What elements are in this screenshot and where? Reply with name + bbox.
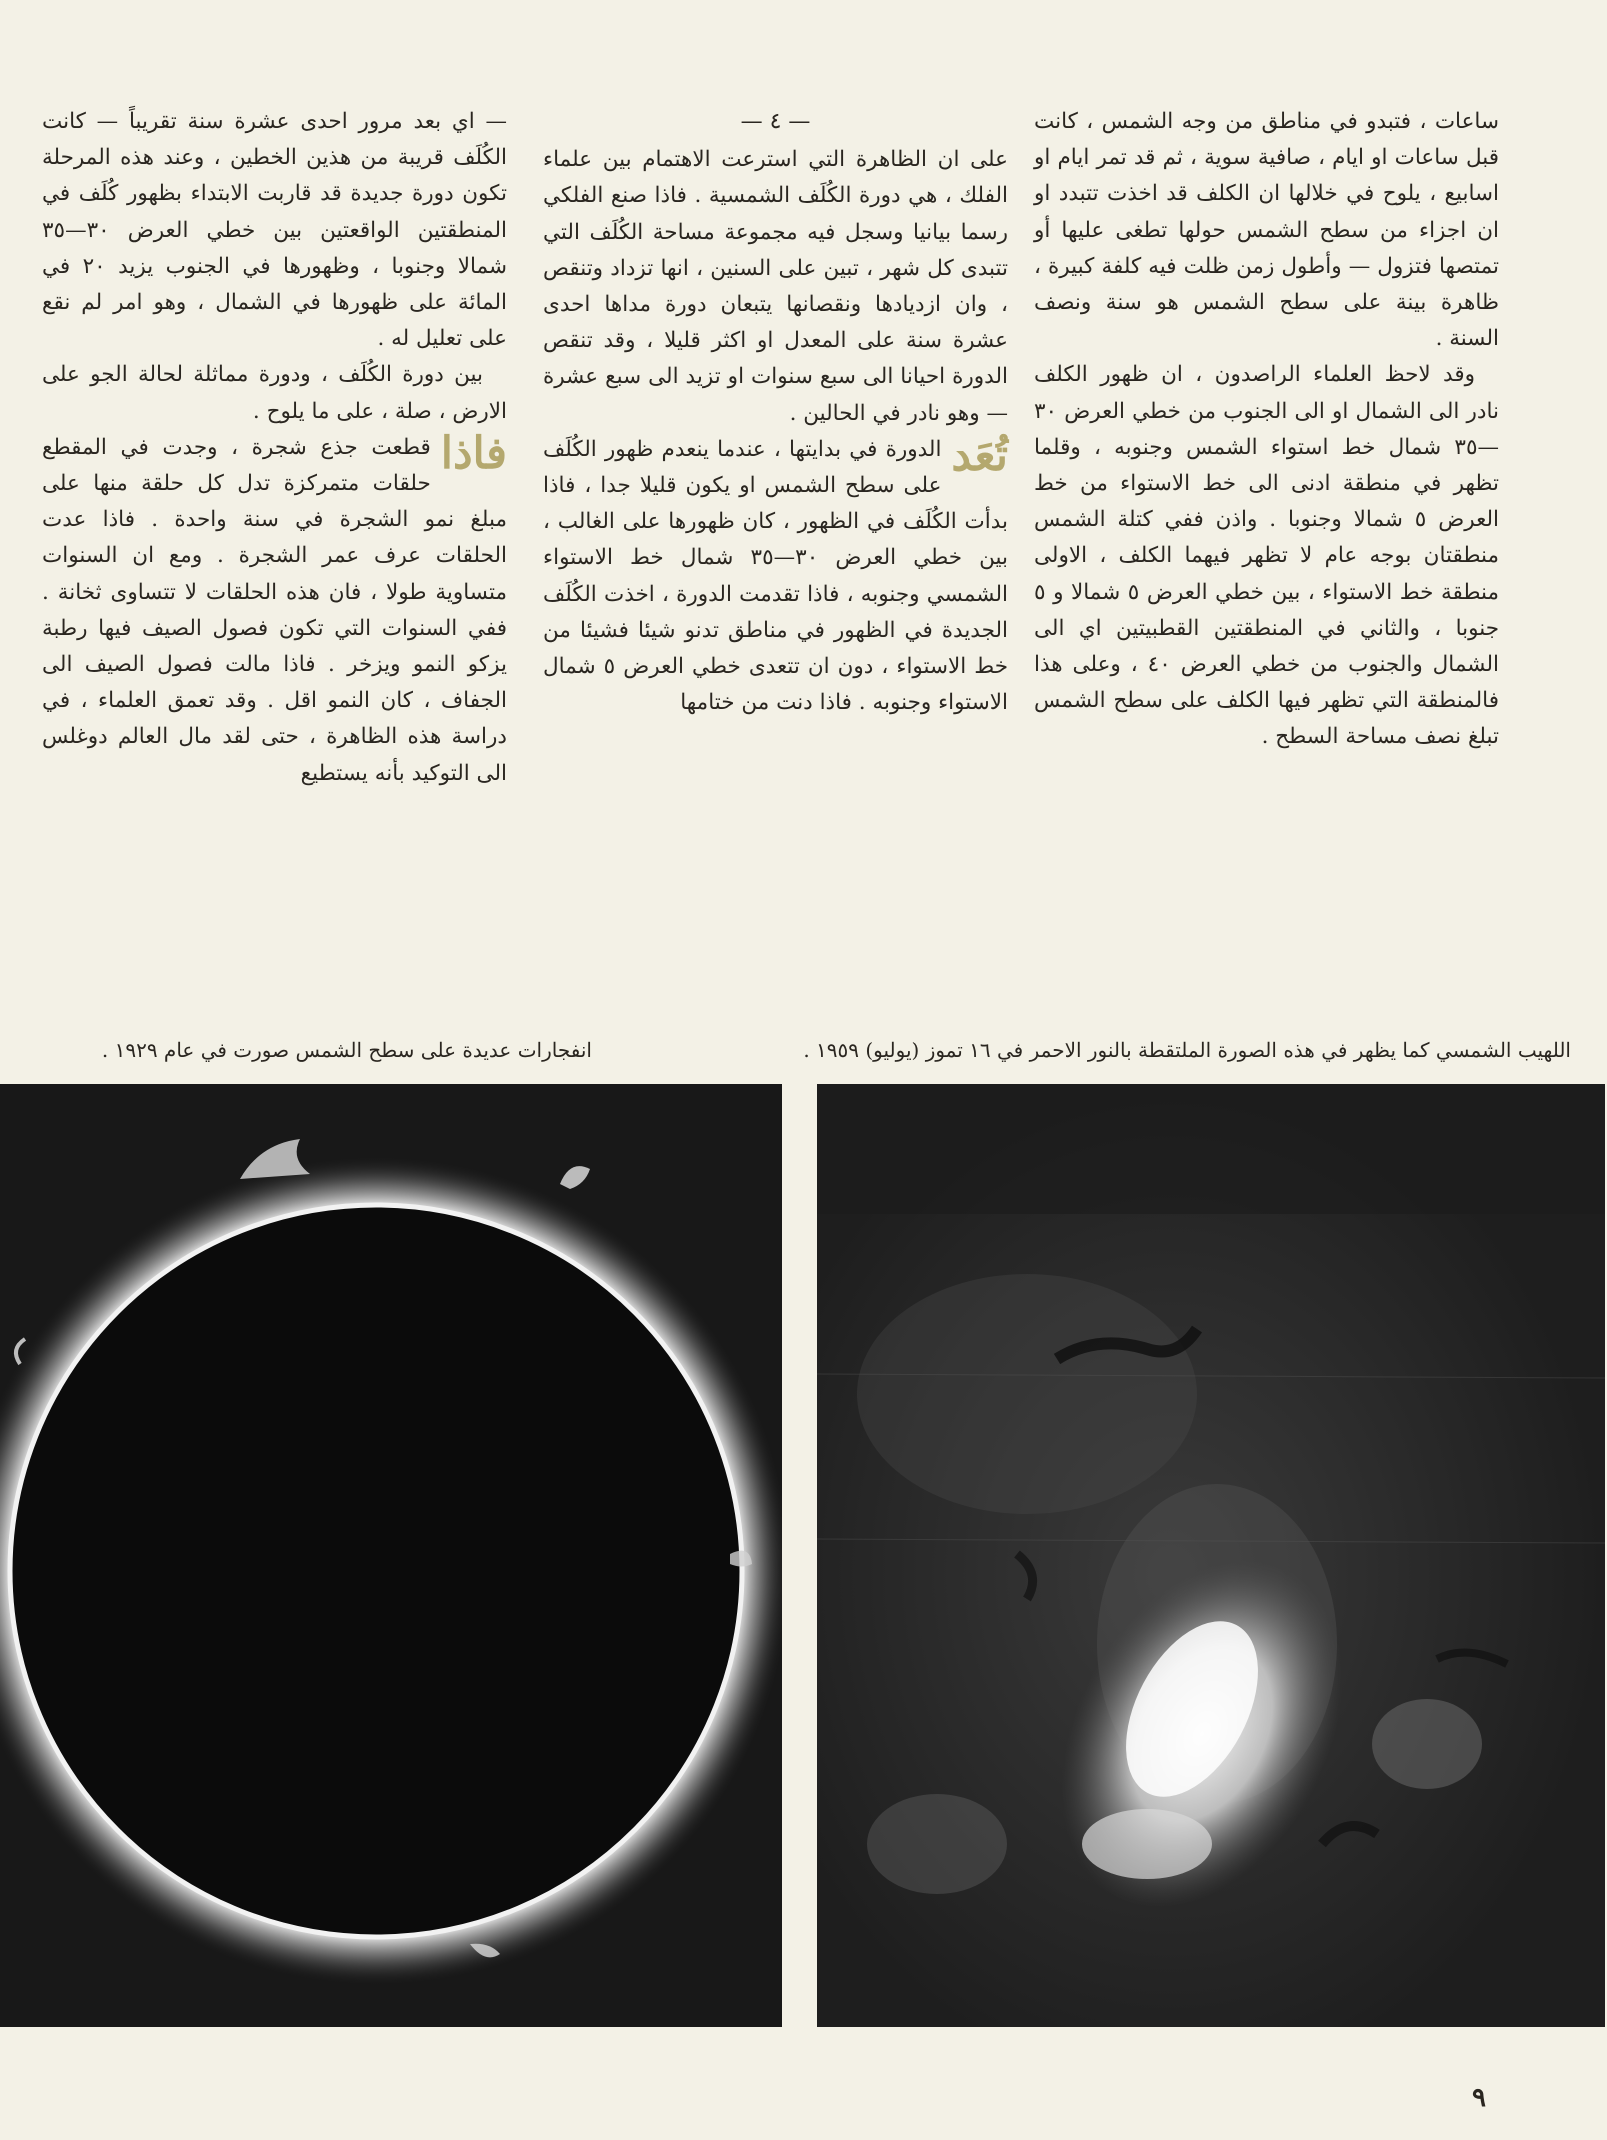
body-paragraph: ساعات ، فتبدو في مناطق من وجه الشمس ، كانت قبل ساعات او ايام ، صافية سوية ، ثم قد تمر ايام او اسابيع ، يلوح في خلالها ان الكلف قد اخذت تتبدد او ان اجزاء من سطح الشمس حولها تطغى عليها أو تمتصها فتزول — وأطول زمن ظلت فيه كلفة كبيرة ، ظاهرة بينة على سطح الشمس هو سنة ونصف السنة .: [1034, 109, 1499, 352]
decorative-initial-word: تُعَد: [951, 429, 1008, 481]
solar-flare-photo: [817, 1084, 1605, 2027]
decorative-initial-word: فاذا: [440, 427, 507, 479]
solar-flare-image: [817, 1084, 1605, 2027]
paragraph-text: قطعت جذع شجرة ، وجدت في المقطع حلقات متمركزة تدل كل حلقة منها على مبلغ نمو الشجرة في سنة واحدة . فاذا عدت الحلقات عرف عمر الشجرة . ومع ان السنوات متساوية طولا ، فان هذه الحلقات لا تتساوى ثخانة . ففي السنوات التي تكون فصول الصيف فيها رطبة يزكو النمو ويزخر . فاذا مالت فصول الصيف الى الجفاف ، كان النمو اقل . وقد تعمق العلماء ، في دراسة هذه الظاهرة ، حتى لقد مال العالم دوغلس الى التوكيد بأنه يستطيع: [42, 434, 507, 786]
body-paragraph: بين دورة الكُلَف ، ودورة مماثلة لحالة الجو على الارض ، صلة ، على ما يلوح .: [42, 362, 507, 424]
text-column-middle: [543, 104, 1008, 721]
page-number: ٩: [1472, 2083, 1486, 2113]
body-paragraph-with-initial: [42, 427, 507, 792]
photo-caption-solar-flare: اللهيب الشمسي كما يظهر في هذه الصورة الملتقطة بالنور الاحمر في ١٦ تموز (يوليو) ١٩٥٩ .: [803, 1038, 1571, 1062]
solar-corona-image: [0, 1084, 782, 2027]
body-paragraph: — اي بعد مرور احدى عشرة سنة تقريباً — كانت الكُلَف قريبة من هذين الخطين ، وعند هذه المرحلة تكون دورة جديدة قد قاربت الابتداء بظهور كُلَف في المنطقتين الواقعتين بين خطي العرض ٣٠—٣٥ شمالا وجنوبا ، وظهورها في الجنوب يزيد ٢٠ في المائة على ظهورها في الشمال ، وهو امر لم نقع على تعليل له .: [42, 109, 507, 352]
text-column-right: [1034, 104, 1499, 756]
photo-caption-eclipse: انفجارات عديدة على سطح الشمس صورت في عام ١٩٢٩ .: [101, 1038, 592, 1062]
text-column-left: [42, 104, 507, 792]
paragraph-text: الدورة في بدايتها ، عندما ينعدم ظهور الكُلَف على سطح الشمس او يكون قليلا جدا ، فاذا بدأت الكُلَف في الظهور ، كان ظهورها على الغالب ، بين خطي العرض ٣٠—٣٥ شمال خط الاستواء الشمسي وجنوبه ، فاذا تقدمت الدورة ، اخذت الكُلَف الجديدة في الظهور في مناطق تدنو شيئا فشيئا من خط الاستواء ، دون ان تتعدى خطي العرض ٥ شمال الاستواء وجنوبه . فاذا دنت من ختامها: [543, 436, 1008, 716]
body-paragraph-with-initial: [543, 429, 1008, 722]
body-paragraph: على ان الظاهرة التي استرعت الاهتمام بين علماء الفلك ، هي دورة الكُلَف الشمسية . فاذا صنع الفلكي رسما بيانيا وسجل فيه مجموعة مساحة الكُلَف التي تتبدى كل شهر ، تبين على السنين ، انها تزداد وتنقص ، وان ازديادها ونقصانها يتبعان دورة مداها احدى عشرة سنة على المعدل او اكثر قليلا ، وقد تنقص الدورة احيانا الى سبع سنوات او تزيد الى سبع عشرة — وهو نادر في الحالين .: [543, 147, 1008, 426]
section-folio: — ٤ —: [740, 109, 811, 134]
body-paragraph: وقد لاحظ العلماء الراصدون ، ان ظهور الكلف نادر الى الشمال او الى الجنوب من خطي العرض ٣٠—٣٥ شمال خط استواء الشمس وجنوبه ، وقلما تظهر في منطقة ادنى الى خط الاستواء من خط العرض ٥ شمالا وجنوبا . واذن ففي كتلة الشمس منطقتان بوجه عام لا تظهر فيهما الكلف ، الاولى منطقة خط الاستواء ، بين خطي العرض ٥ شمالا و ٥ جنوبا ، والثاني في المنطقتين القطبيتين اي الى الشمال والجنوب من خطي العرض ٤٠ ، وعلى هذا فالمنطقة التي تظهر فيها الكلف على سطح الشمس تبلغ نصف مساحة السطح .: [1034, 362, 1499, 750]
solar-eclipse-corona-photo: [0, 1084, 782, 2027]
